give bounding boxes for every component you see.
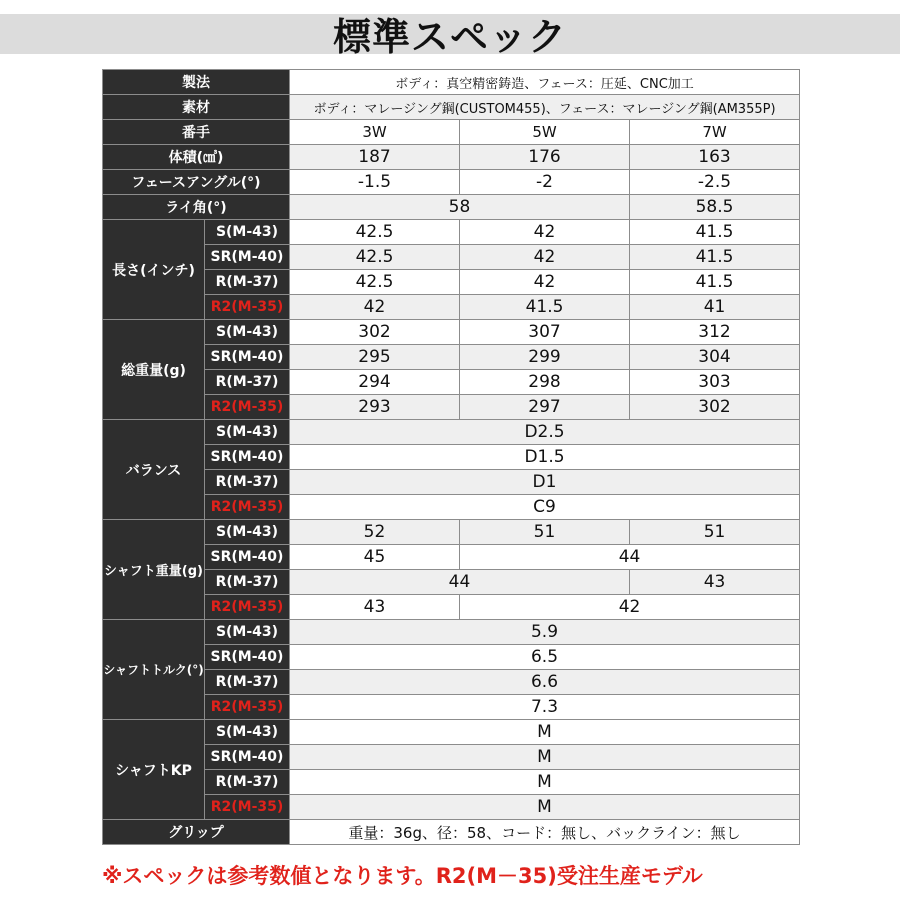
cell-value: 293: [290, 395, 460, 420]
cell-value: ボディ：マレージング鋼(CUSTOM455)、フェース：マレージング鋼(AM355P): [290, 95, 800, 120]
row-balance-sr: [103, 445, 800, 470]
shaft-label: R(M-37): [205, 770, 290, 795]
cell-value: 52: [290, 520, 460, 545]
cell-value: 176: [460, 145, 630, 170]
cell-value: 42.5: [290, 245, 460, 270]
row-balance-r: [103, 470, 800, 495]
cell-value: 7.3: [290, 695, 800, 720]
cell-value: M: [290, 720, 800, 745]
row-torque-sr: [103, 645, 800, 670]
cell-value: D1.5: [290, 445, 800, 470]
cell-value: 187: [290, 145, 460, 170]
cell-value: 304: [630, 345, 800, 370]
row-torque-r2: [103, 695, 800, 720]
shaft-label: SR(M-40): [205, 645, 290, 670]
cell-value: 41.5: [630, 220, 800, 245]
cell-value: 294: [290, 370, 460, 395]
cell-value: M: [290, 770, 800, 795]
cell-value: 42: [460, 270, 630, 295]
row-shaft-weight-r: [103, 570, 800, 595]
row-label: 素材: [103, 95, 290, 120]
cell-value: 5W: [460, 120, 630, 145]
row-label: ライ角(°): [103, 195, 290, 220]
group-label-shaft-torque: シャフトトルク(°): [103, 620, 205, 720]
cell-value: ボディ：真空精密鋳造、フェース：圧延、CNC加工: [290, 70, 800, 95]
shaft-label: S(M-43): [205, 220, 290, 245]
shaft-label: SR(M-40): [205, 345, 290, 370]
row-weight-s: [103, 320, 800, 345]
row-shaft-weight-s: [103, 520, 800, 545]
shaft-label: S(M-43): [205, 420, 290, 445]
cell-value: 312: [630, 320, 800, 345]
shaft-label: SR(M-40): [205, 445, 290, 470]
group-label-balance: バランス: [103, 420, 205, 520]
row-balance-r2: [103, 495, 800, 520]
cell-value: 41.5: [630, 245, 800, 270]
cell-value: 302: [290, 320, 460, 345]
row-label: 番手: [103, 120, 290, 145]
shaft-label: SR(M-40): [205, 745, 290, 770]
cell-value: 43: [290, 595, 460, 620]
shaft-label: S(M-43): [205, 320, 290, 345]
cell-value: 307: [460, 320, 630, 345]
cell-value: 41.5: [630, 270, 800, 295]
row-grip: [103, 820, 800, 845]
row-weight-r: [103, 370, 800, 395]
cell-value: 297: [460, 395, 630, 420]
cell-value: -2.5: [630, 170, 800, 195]
cell-value: 44: [290, 570, 630, 595]
shaft-label: R(M-37): [205, 370, 290, 395]
row-label: 体積(㎤): [103, 145, 290, 170]
cell-value: 43: [630, 570, 800, 595]
footnote: ※スペックは参考数値となります。R2(M－35)受注生産モデル: [102, 864, 703, 888]
row-balance-s: [103, 420, 800, 445]
shaft-label: S(M-43): [205, 620, 290, 645]
cell-value: 295: [290, 345, 460, 370]
cell-value: 58: [290, 195, 630, 220]
row-length-s: [103, 220, 800, 245]
cell-value: 51: [630, 520, 800, 545]
cell-value: D1: [290, 470, 800, 495]
row-method: [103, 70, 800, 95]
group-label-length: 長さ(インチ): [103, 220, 205, 320]
cell-value: D2.5: [290, 420, 800, 445]
row-kp-r2: [103, 795, 800, 820]
cell-value: 7W: [630, 120, 800, 145]
group-label-shaft-weight: シャフト重量(g): [103, 520, 205, 620]
row-weight-sr: [103, 345, 800, 370]
row-kp-r: [103, 770, 800, 795]
row-kp-s: [103, 720, 800, 745]
row-torque-r: [103, 670, 800, 695]
cell-value: -2: [460, 170, 630, 195]
cell-value: 6.6: [290, 670, 800, 695]
cell-value: 重量：36g、径：58、コード：無し、バックライン：無し: [290, 820, 800, 845]
cell-value: 42: [460, 245, 630, 270]
cell-value: 6.5: [290, 645, 800, 670]
cell-value: 299: [460, 345, 630, 370]
shaft-label: R2(M-35): [205, 395, 290, 420]
row-length-r: [103, 270, 800, 295]
cell-value: -1.5: [290, 170, 460, 195]
cell-value: 163: [630, 145, 800, 170]
shaft-label: R2(M-35): [205, 595, 290, 620]
row-number: [103, 120, 800, 145]
cell-value: 3W: [290, 120, 460, 145]
cell-value: 42: [460, 595, 800, 620]
shaft-label: SR(M-40): [205, 245, 290, 270]
cell-value: M: [290, 745, 800, 770]
spec-table: [102, 69, 800, 845]
cell-value: 303: [630, 370, 800, 395]
shaft-label: R(M-37): [205, 570, 290, 595]
cell-value: 298: [460, 370, 630, 395]
row-lie-angle: [103, 195, 800, 220]
row-shaft-weight-sr: [103, 545, 800, 570]
shaft-label: SR(M-40): [205, 545, 290, 570]
shaft-label: R(M-37): [205, 670, 290, 695]
cell-value: 58.5: [630, 195, 800, 220]
cell-value: 42: [460, 220, 630, 245]
page-title: 標準スペック: [332, 15, 567, 59]
row-weight-r2: [103, 395, 800, 420]
row-length-sr: [103, 245, 800, 270]
row-kp-sr: [103, 745, 800, 770]
row-face-angle: [103, 170, 800, 195]
shaft-label: R2(M-35): [205, 795, 290, 820]
cell-value: 45: [290, 545, 460, 570]
cell-value: 5.9: [290, 620, 800, 645]
row-material: [103, 95, 800, 120]
cell-value: 41.5: [460, 295, 630, 320]
cell-value: 302: [630, 395, 800, 420]
cell-value: 51: [460, 520, 630, 545]
shaft-label: S(M-43): [205, 720, 290, 745]
shaft-label: R(M-37): [205, 270, 290, 295]
row-label: 製法: [103, 70, 290, 95]
row-length-r2: [103, 295, 800, 320]
cell-value: M: [290, 795, 800, 820]
cell-value: 42.5: [290, 270, 460, 295]
row-label: グリップ: [103, 820, 290, 845]
shaft-label: R2(M-35): [205, 295, 290, 320]
shaft-label: R2(M-35): [205, 495, 290, 520]
shaft-label: R(M-37): [205, 470, 290, 495]
row-label: フェースアングル(°): [103, 170, 290, 195]
shaft-label: S(M-43): [205, 520, 290, 545]
group-label-shaft-kp: シャフトKP: [103, 720, 205, 820]
cell-value: 42.5: [290, 220, 460, 245]
row-torque-s: [103, 620, 800, 645]
cell-value: 42: [290, 295, 460, 320]
cell-value: C9: [290, 495, 800, 520]
cell-value: 44: [460, 545, 800, 570]
row-shaft-weight-r2: [103, 595, 800, 620]
row-volume: [103, 145, 800, 170]
group-label-weight: 総重量(g): [103, 320, 205, 420]
cell-value: 41: [630, 295, 800, 320]
shaft-label: R2(M-35): [205, 695, 290, 720]
